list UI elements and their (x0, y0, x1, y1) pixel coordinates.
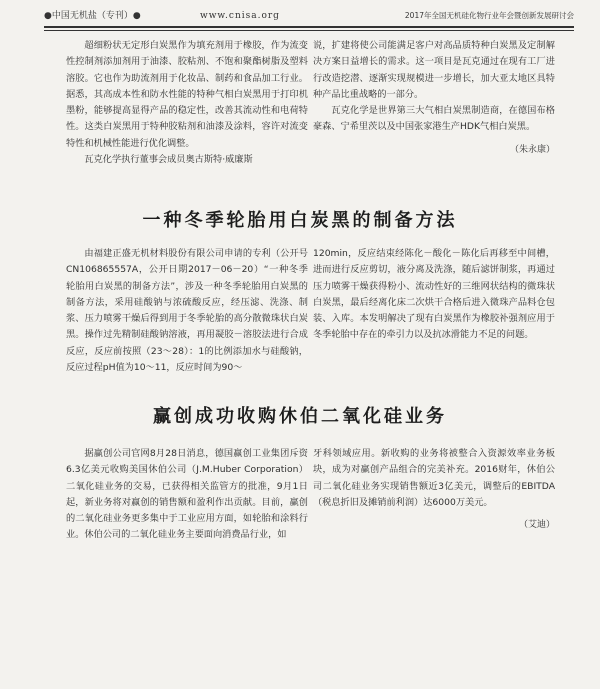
header-rule-thick (44, 26, 574, 28)
paragraph: 瓦克化学执行董事会成员奥古斯特·威廉斯 (84, 154, 253, 166)
article1-byline: （朱永康） (509, 144, 555, 155)
paragraph: 牙科领域应用。新收购的业务将被整合入资源效率业务板块，成为对赢创产品组合的完美补充。2016财年，休伯公司二氧化硅业务实现销售额近3亿美元，调整后的EBITDA（税息折旧及摊销前利润）达6000万美元。 (313, 448, 555, 508)
article2-right-column (313, 246, 555, 344)
article2-left-column (66, 246, 308, 376)
journal-name: ●中国无机盐（专刊）● (44, 11, 141, 21)
paragraph: 由福建正盛无机材料股份有限公司申请的专利（公开号CN106865557A，公开日期2017－06－20）“一种冬季轮胎用白炭黑的制备方法”，涉及一种冬季轮胎用白炭黑的制备方法，采用硅酸钠与浓硫酸反应，经压滤、洗涤、制浆、压力喷雾干燥后得到用于冬季轮胎的高分散微珠状白炭黑。操作过先精制硅酸钠溶液，再用凝胶－溶胶法进行合成反应，反应前按照（23～28）：1的比例添加水与硅酸钠，反应过程pH值为10～11，反应时间为90～ (66, 248, 308, 374)
journal-url: www.cnisa.org (200, 11, 280, 21)
header-rule-thin (44, 30, 574, 31)
article2-title: 一种冬季轮胎用白炭黑的制备方法 (142, 210, 458, 231)
paragraph: 据赢创公司官网8月28日消息，德国赢创工业集团斥资6.3亿美元收购美国休伯公司（J.M.Huber Corporation）二氧化硅业务的交易，已获得相关监管方的批准，9月1日起，新业务将对赢创的销售额和盈利作出贡献。目前，赢创的二氧化硅业务更多集中于工业应用方面，如轮胎和涂料行业。休伯公司的二氧化硅业务主要面向消费品行业，如 (66, 448, 308, 541)
article3-byline: （艾迪） (518, 520, 555, 531)
paragraph: 120min，反应结束经陈化－酸化－陈化后再移至中间槽，进而进行反应剪切，液分离及洗涤，随后滤饼制浆，再通过压力喷雾干燥获得粉小、流动性好的三维网状结构的微珠状白炭黑，最后经离化床二次烘干合格后进入微珠产品料仓包装、入库。本发明解决了现有白炭黑作为橡胶补强剂应用于冬季轮胎中存在的牵引力以及抗冰滑能力不足的问题。 (313, 248, 555, 341)
article1-left-column (66, 38, 308, 168)
article1-right-column (313, 38, 555, 158)
article3-title: 赢创成功收购休伯二氧化硅业务 (153, 406, 447, 427)
conference-name: 2017年全国无机硅化物行业年会暨创新发展研讨会 (404, 11, 574, 20)
article3-left-column (66, 446, 308, 544)
paragraph: 超细粉状无定形白炭黑作为填充剂用于橡胶，作为流变性控制剂添加剂用于油漆、胶粘剂、不饱和聚酯树脂及塑料溶胶。它也作为助流剂用于化妆品、制药和食品加工行业。据悉，其高成本性和防水性能的特种气相白炭黑用于打印机墨粉，能够提高显得产品的稳定性，改善其流动性和电荷特性。这类白炭黑用于特种胶粘剂和油漆及涂料，容许对流变特性和机械性能进行优化调整。 (66, 40, 308, 149)
page-header (44, 8, 574, 24)
paragraph: 瓦克化学是世界第三大气相白炭黑制造商，在德国布格豪森、宁希里茨以及中国张家港生产HDK气相白炭黑。 (313, 105, 555, 133)
paragraph: 说，扩建将使公司能满足客户对高品质特种白炭黑及定制解决方案日益增长的需求。这一项目是瓦克通过在现有工厂进行改造挖潜、逐渐实现规模进一步增长，加大亚太地区具特种产品比重战略的一部分。 (313, 40, 555, 100)
article3-right-column (313, 446, 555, 533)
